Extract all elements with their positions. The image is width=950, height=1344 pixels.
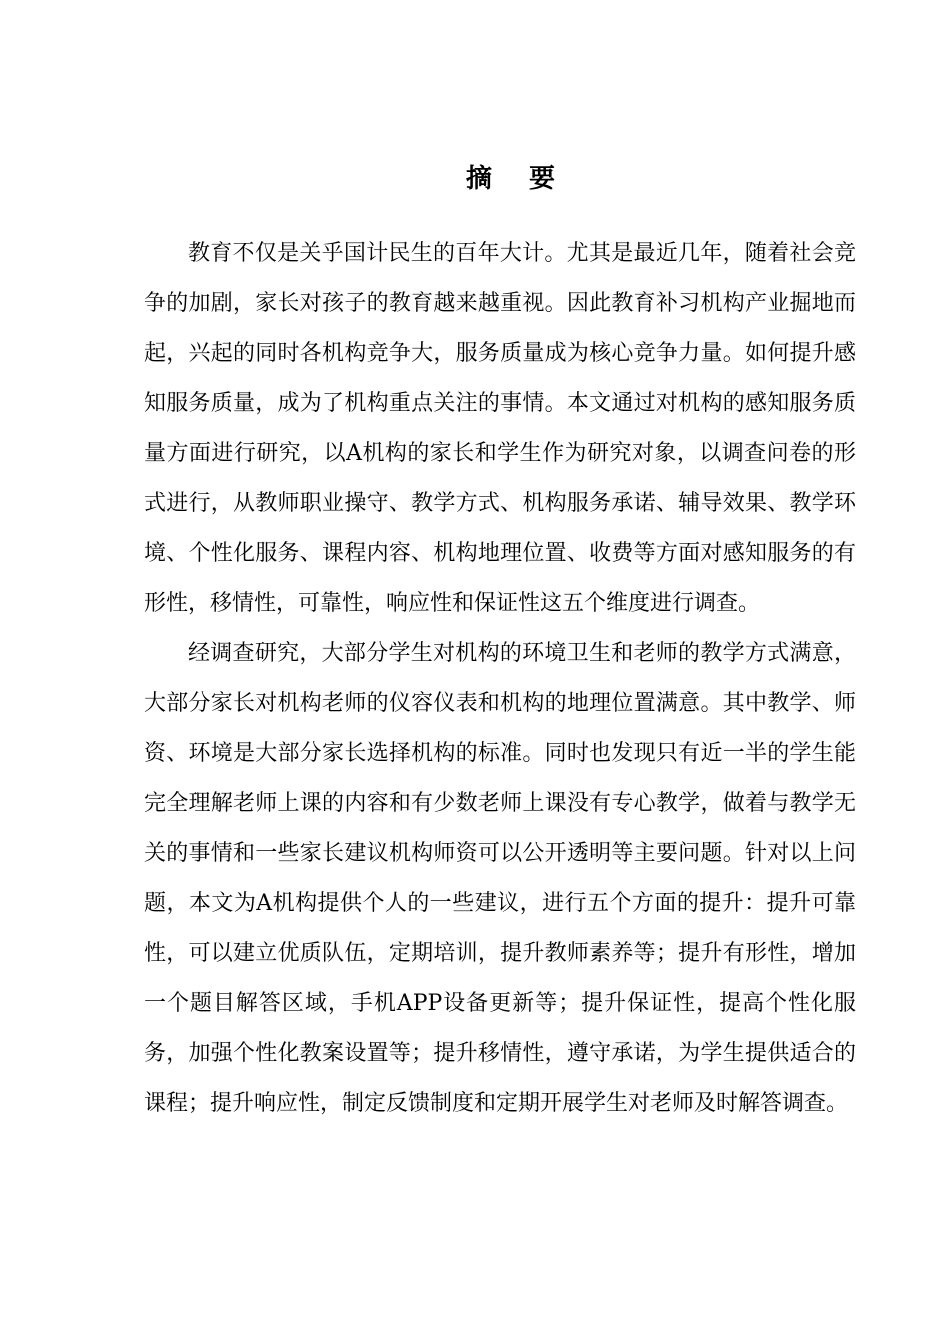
abstract-paragraph-1: 教育不仅是关乎国计民生的百年大计。尤其是最近几年，随着社会竞争的加剧，家长对孩子的教育越来越重视。因此教育补习机构产业掘地而起，兴起的同时各机构竞争大，服务质量成为核心竞争力量。如何提升感知服务质量，成为了机构重点关注的事情。本文通过对机构的感知服务质量方面进行研究，以A机构的家长和学生作为研究对象，以调查问卷的形式进行，从教师职业操守、教学方式、机构服务承诺、辅导效果、教学环境、个性化服务、课程内容、机构地理位置、收费等方面对感知服务的有形性，移情性，可靠性，响应性和保证性这五个维度进行调查。: [144, 241, 856, 616]
abstract-paragraph-2: 经调查研究，大部分学生对机构的环境卫生和老师的教学方式满意，大部分家长对机构老师的仪容仪表和机构的地理位置满意。其中教学、师资、环境是大部分家长选择机构的标准。同时也发现只有近一半的学生能完全理解老师上课的内容和有少数老师上课没有专心教学，做着与教学无关的事情和一些家长建议机构师资可以公开透明等主要问题。针对以上问题，本文为A机构提供个人的一些建议，进行五个方面的提升：提升可靠性，可以建立优质队伍，定期培训，提升教师素养等；提升有形性，增加一个题目解答区域，手机APP设备更新等；提升保证性，提高个性化服务，加强个性化教案设置等；提升移情性，遵守承诺，为学生提供适合的课程；提升响应性，制定反馈制度和定期开展学生对老师及时解答调查。: [144, 641, 856, 1116]
abstract-body: [144, 229, 856, 1129]
abstract-title: 摘 要: [465, 164, 570, 194]
